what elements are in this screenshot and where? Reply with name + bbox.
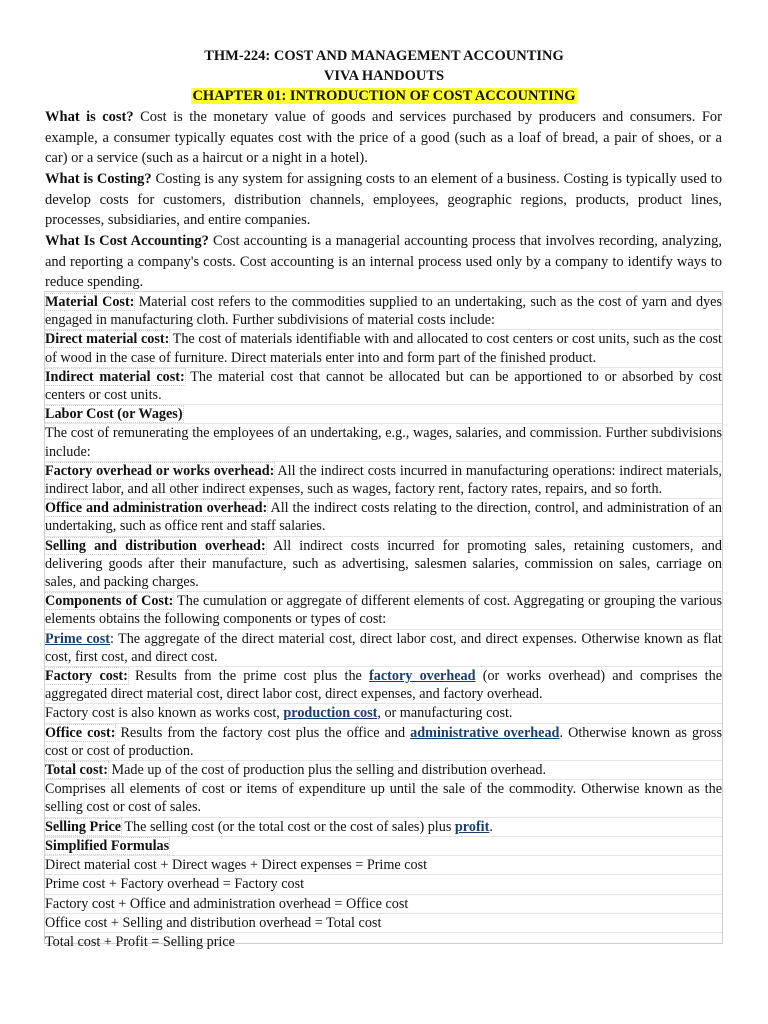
- labor-cost-text: The cost of remunerating the employees of an undertaking, e.g., wages, salaries, and commission. Further subdivisions include:: [45, 425, 722, 460]
- office-overhead-text: All the indirect costs relating to the direction, control, and administration of an undertaking, such as office rent and staff salaries.: [45, 500, 723, 535]
- factory-cost-aka: [45, 703, 722, 722]
- labor-cost-term: Labor Cost (or Wages): [45, 406, 183, 423]
- selling-overhead-term: Selling and distribution overhead:: [45, 537, 266, 554]
- material-cost-term: Material Cost:: [45, 294, 135, 310]
- course-title: THM-224: COST AND MANAGEMENT ACCOUNTING: [204, 48, 564, 64]
- factory-aka-text-rest: , or manufacturing cost.: [377, 705, 513, 722]
- selling-price: [45, 817, 722, 836]
- factory-overhead: [45, 461, 722, 498]
- office-cost-text-rest: . Otherwise known as gross cost or cost of production.: [45, 724, 722, 759]
- definition-text: Cost is the monetary value of goods and services purchased by producers and consumers. For example, a consumer typically equates cost with the price of a good (such as a loaf of bread, a pair of shoes, or a car) or a service (such as a haircut or a night in a hotel).: [45, 109, 722, 166]
- indirect-material-term: Indirect material cost:: [45, 368, 185, 385]
- intro-section: [45, 107, 722, 293]
- labor-cost-heading: [45, 404, 722, 423]
- formula-item: Factory cost + Office and administration overhead = Office cost: [45, 894, 722, 913]
- total-cost-term: Total cost:: [45, 762, 108, 779]
- elements-of-cost-section: [45, 293, 722, 951]
- definition-cost: [45, 107, 722, 169]
- total-cost-description: Comprises all elements of cost or items of expenditure up until the sale of the commodity. Otherwise known as the selling cost or cost of sales.: [45, 781, 722, 816]
- handout-subtitle: VIVA HANDOUTS: [323, 68, 445, 84]
- chapter-title-highlight: CHAPTER 01: INTRODUCTION OF COST ACCOUNTING: [192, 88, 576, 104]
- direct-material-text: The cost of materials identifiable with and allocated to cost centers or cost units, such as the cost of wood in the case of furniture. Direct materials enter into and form part of the finished product.: [45, 331, 722, 366]
- definition-costing: [45, 169, 722, 231]
- material-cost-text: Material cost refers to the commodities supplied to an undertaking, such as the cost of yarn and dyes engaged in manufacturing cloth. Further subdivisions of material costs include:: [45, 294, 722, 329]
- office-cost: [45, 723, 722, 760]
- factory-overhead-link[interactable]: factory overhead: [369, 668, 476, 685]
- definition-text: Cost accounting is a managerial accounting process that involves recording, analyzing, and reporting a company's costs. Cost accounting is an internal process used only by a company to identify ways to reduce spending.: [45, 233, 723, 291]
- indirect-material-cost: [45, 367, 722, 404]
- prime-cost-link[interactable]: Prime cost: [45, 630, 110, 647]
- selling-price-text: The selling cost (or the total cost or the cost of sales) plus: [121, 818, 455, 835]
- office-cost-term: Office cost:: [45, 724, 116, 741]
- selling-overhead-text: All indirect costs incurred for promoting sales, retaining customers, and delivering goods after their manufacture, such as advertising, salesmen salaries, commission on sales, carriage on sales, and packing charges.: [45, 537, 722, 591]
- office-administration-overhead: [45, 498, 722, 535]
- prime-cost: [45, 629, 722, 666]
- selling-distribution-overhead: [45, 536, 722, 592]
- definition-term: What is Costing?: [45, 171, 152, 188]
- formula-item: Prime cost + Factory overhead = Factory cost: [45, 874, 722, 893]
- factory-overhead-text: All the indirect costs incurred in manufacturing operations: indirect materials, indirect labor, and all other indirect expenses, such as wages, factory rent, factory rates, repairs, and so forth.: [45, 462, 722, 498]
- factory-aka-text: Factory cost is also known as works cost,: [45, 705, 284, 722]
- chapter-heading: [0, 86, 768, 106]
- selling-price-end: .: [489, 818, 493, 835]
- total-cost: [45, 760, 722, 779]
- definition-term: What is cost?: [45, 109, 134, 125]
- formula-item: Direct material cost + Direct wages + Direct expenses = Prime cost: [45, 855, 722, 874]
- total-cost-text: Made up of the cost of production plus the selling and distribution overhead.: [107, 762, 547, 779]
- definition-cost-accounting: [45, 231, 722, 293]
- factory-cost-text: Results from the prime cost plus the: [127, 668, 370, 685]
- prime-cost-text: : The aggregate of the direct material cost, direct labor cost, and direct expenses. Otherwise known as flat cost, first cost, and direct cost.: [45, 630, 722, 665]
- office-cost-text: Results from the factory cost plus the office and: [115, 724, 411, 741]
- indirect-material-text: The material cost that cannot be allocated but can be apportioned to or absorbed by cost centers or cost units.: [45, 368, 722, 404]
- formulas-heading-label: Simplified Formulas: [45, 837, 170, 854]
- factory-cost-text-rest: (or works overhead) and comprises the aggregated direct material cost, direct labor cost, direct expenses, and factory overhead.: [45, 668, 723, 703]
- direct-material-cost: [45, 329, 722, 366]
- definition-text: Costing is any system for assigning costs to an element of a business. Costing is typically used to develop costs for customers, distribution channels, employees, geographic regions, products, product lines, processes, subsidiaries, and entire companies.: [45, 171, 722, 229]
- components-term: Components of Cost:: [45, 593, 174, 610]
- components-text: The cumulation or aggregate of different elements of cost. Aggregating or grouping the various elements obtains the following components or types of cost:: [45, 593, 722, 628]
- administrative-overhead-link[interactable]: administrative overhead: [410, 724, 560, 741]
- profit-link[interactable]: profit: [454, 818, 490, 835]
- office-overhead-term: Office and administration overhead:: [45, 500, 268, 517]
- components-of-cost: [45, 591, 722, 628]
- factory-cost-term: Factory cost:: [45, 668, 128, 685]
- formula-item: Total cost + Profit = Selling price: [45, 932, 722, 951]
- direct-material-term: Direct material cost:: [45, 331, 170, 348]
- formulas-heading: [45, 836, 722, 855]
- definition-term: What Is Cost Accounting?: [45, 233, 209, 250]
- factory-overhead-term: Factory overhead or works overhead:: [45, 462, 275, 479]
- production-cost-link[interactable]: production cost: [283, 705, 378, 722]
- material-cost: [45, 293, 722, 329]
- formula-item: Office cost + Selling and distribution overhead = Total cost: [45, 913, 722, 932]
- selling-price-term: Selling Price: [45, 818, 122, 835]
- factory-cost: [45, 666, 722, 703]
